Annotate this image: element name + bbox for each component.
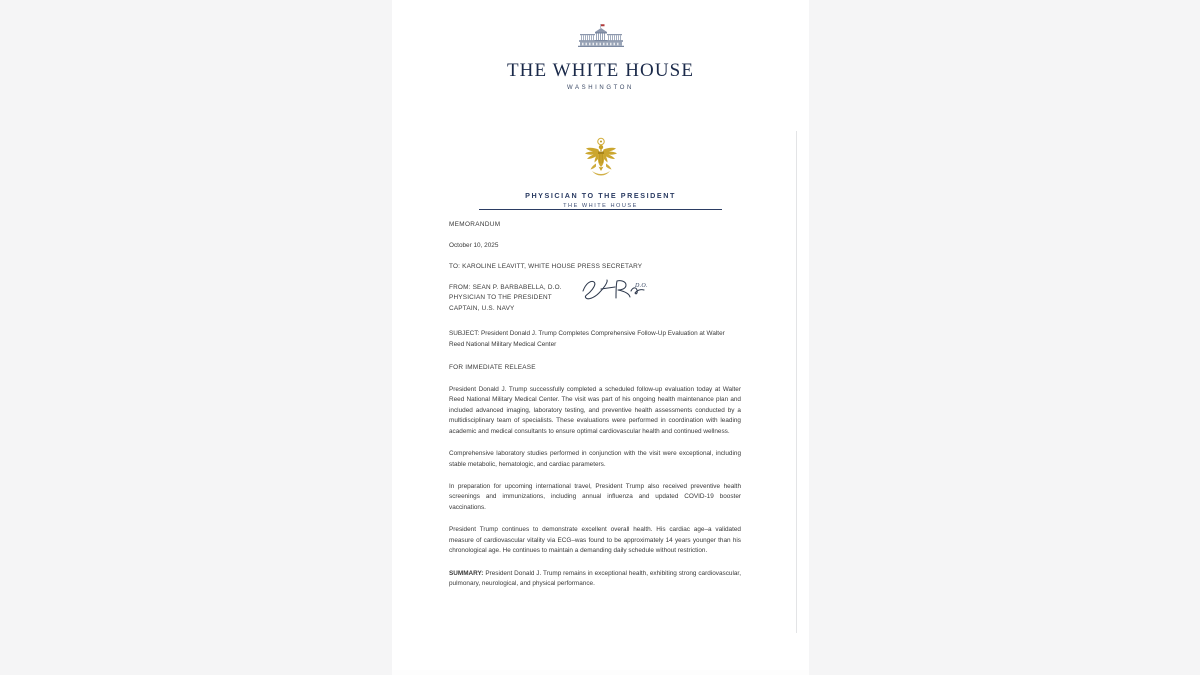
- memo-from-line-2: PHYSICIAN TO THE PRESIDENT: [449, 294, 552, 302]
- white-house-subtitle: WASHINGTON: [566, 85, 634, 91]
- presidential-eagle-seal-icon: [392, 136, 809, 185]
- letterhead-subtitle: THE WHITE HOUSE: [563, 203, 638, 209]
- signature-credential-suffix: D.O.: [635, 283, 648, 289]
- memo-from-block: [449, 283, 741, 314]
- memorandum-body: [449, 221, 741, 589]
- memo-from-line-1: FROM: SEAN P. BARBABELLA, D.O.: [449, 284, 562, 291]
- memo-to-line: TO: KAROLINE LEAVITT, WHITE HOUSE PRESS SECRETARY: [449, 263, 643, 270]
- memo-subject: [449, 329, 741, 350]
- viewport-backdrop-left: [0, 0, 392, 675]
- memo-date: October 10, 2025: [449, 242, 499, 249]
- white-house-wordmark: THE WHITE HOUSE: [506, 60, 695, 81]
- memo-subject-text: President Donald J. Trump Completes Comprehensive Follow-Up Evaluation at Walter Reed National Military Medical Center: [449, 330, 725, 348]
- memorandum-label: MEMORANDUM: [449, 221, 501, 228]
- memo-paragraph-2: Comprehensive laboratory studies performed in conjunction with the visit were exceptional, including stable metabolic, hematologic, and cardiac parameters.: [449, 450, 741, 468]
- memo-release-notice: FOR IMMEDIATE RELEASE: [449, 363, 536, 371]
- memo-summary-text: President Donald J. Trump remains in exceptional health, exhibiting strong cardiovascular, pulmonary, neurological, and physical performance.: [449, 569, 741, 587]
- memo-from-line-3: CAPTAIN, U.S. NAVY: [449, 304, 515, 312]
- memo-summary: [449, 569, 741, 590]
- letterhead-rule: [479, 209, 722, 210]
- memo-paragraph-4: President Trump continues to demonstrate excellent overall health. His cardiac age–a validated measure of cardiovascular vitality via ECG–was found to be approximately 14 years younger than his chronological age. He continues to maintain a demanding daily schedule without restriction.: [449, 526, 741, 555]
- viewport-backdrop-right: [809, 0, 1200, 675]
- memo-summary-label: SUMMARY:: [449, 569, 484, 577]
- white-house-building-icon: [392, 24, 809, 55]
- letterhead-title: PHYSICIAN TO THE PRESIDENT: [525, 191, 676, 200]
- memo-paragraph-1: President Donald J. Trump successfully completed a scheduled follow-up evaluation today at Walter Reed National Military Medical Center. The visit was part of his ongoing health maintenance plan and included advanced imaging, laboratory testing, and preventive health assessments conducted by a multidisciplinary team of specialists. These evaluations were performed in coordination with leading academic and medical consultants to ensure optimal cardiovascular health and continued wellness.: [449, 385, 741, 435]
- physician-letterhead: [392, 136, 809, 214]
- white-house-masthead: [392, 24, 809, 91]
- memo-paragraph-3: In preparation for upcoming international travel, President Trump also received preventive health screenings and immunizations, including annual influenza and updated COVID-19 booster vaccinations.: [449, 482, 741, 511]
- memo-subject-label: SUBJECT:: [449, 330, 480, 338]
